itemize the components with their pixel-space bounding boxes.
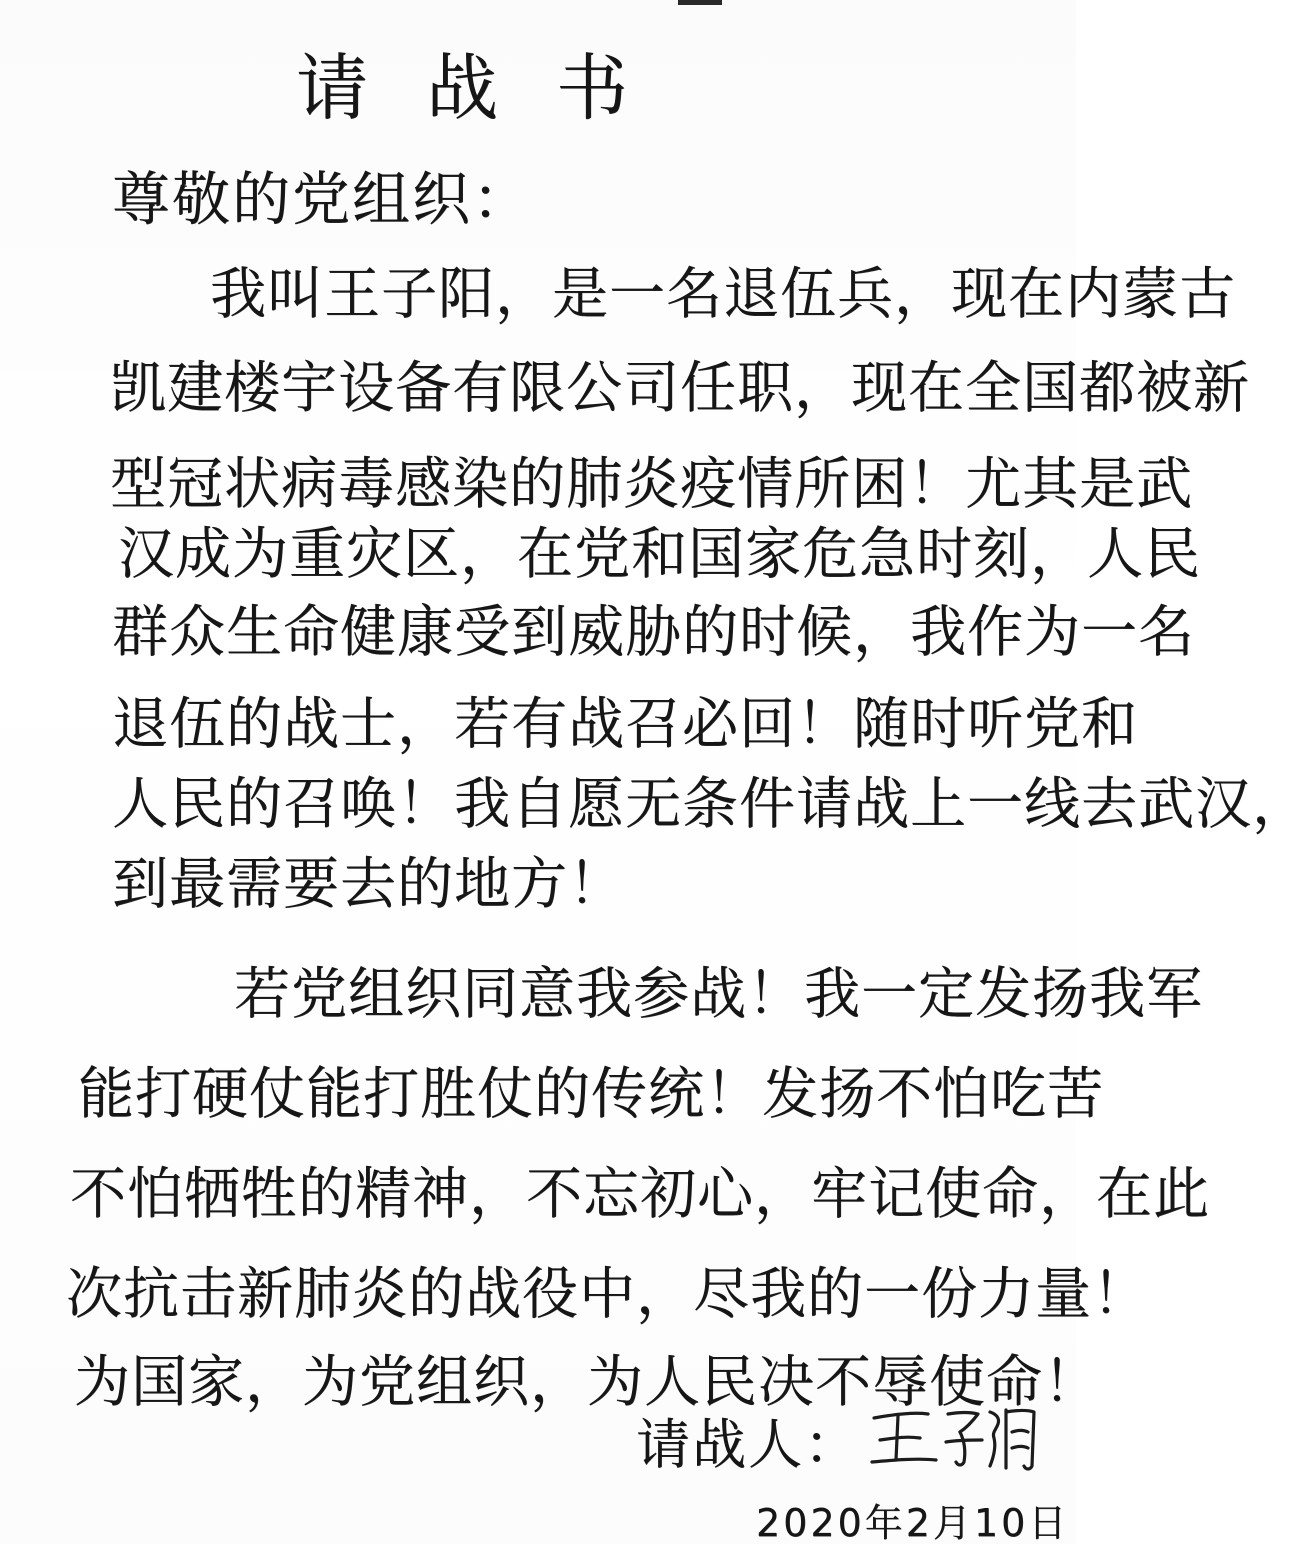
signer-label: 请战人： — [636, 1413, 860, 1476]
letter-date: 2020年2月10日 — [756, 1501, 1070, 1545]
body-line: 为国家，为党组织，为人民决不辱使命！ — [74, 1350, 1100, 1415]
top-edge-mark — [678, 0, 722, 5]
body-line: 群众生命健康受到威胁的时候，我作为一名 — [112, 600, 1195, 665]
salutation: 尊敬的党组织： — [112, 165, 533, 233]
body-line: 到最需要去的地方！ — [112, 852, 625, 917]
body-line: 人民的召唤！我自愿无条件请战上一线去武汉， — [112, 772, 1309, 837]
body-line: 型冠状病毒感染的肺炎疫情所困！尤其是武 — [110, 452, 1193, 517]
body-line: 凯建楼宇设备有限公司任职，现在全国都被新 — [110, 356, 1250, 421]
body-line: 汉成为重灾区，在党和国家危急时刻，人民 — [118, 522, 1201, 587]
body-line: 不怕牺牲的精神，不忘初心，牢记使命，在此 — [70, 1162, 1210, 1227]
handwritten-signature — [866, 1396, 1046, 1476]
body-line: 能打硬仗能打胜仗的传统！发扬不怕吃苦 — [78, 1062, 1104, 1127]
body-line: 次抗击新肺炎的战役中，尽我的一份力量！ — [66, 1262, 1149, 1327]
body-line: 我叫王子阳，是一名退伍兵，现在内蒙古 — [210, 262, 1236, 327]
body-line: 退伍的战士，若有战召必回！随时听党和 — [112, 692, 1138, 757]
body-line: 若党组织同意我参战！我一定发扬我军 — [234, 962, 1203, 1027]
letter-title: 请战书 — [296, 46, 687, 130]
